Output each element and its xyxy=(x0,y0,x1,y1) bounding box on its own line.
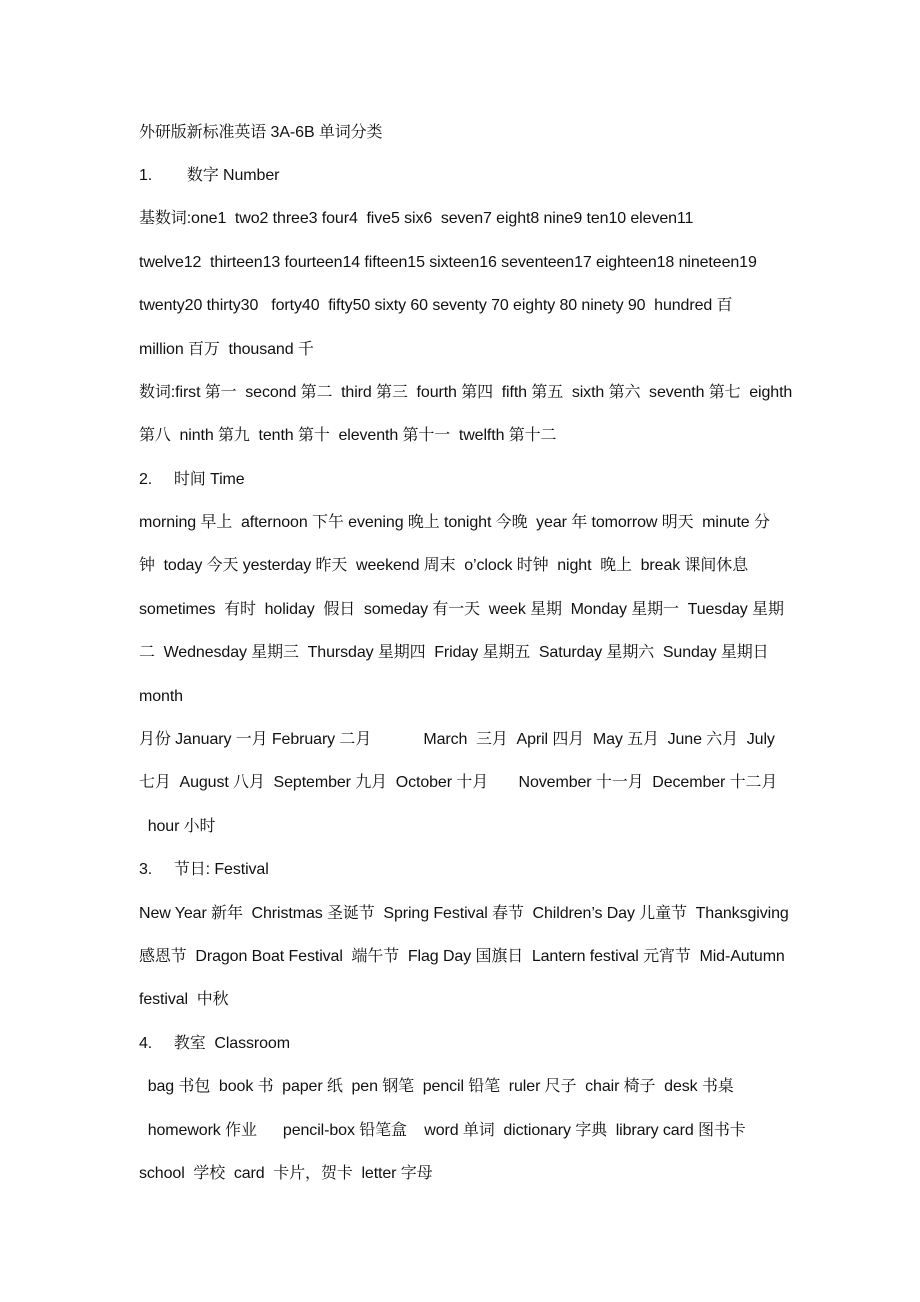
text-line: festival 中秋 xyxy=(139,991,229,1008)
text-line: 感恩节 Dragon Boat Festival 端午节 Flag Day 国旗日 Lantern festival 元宵节 Mid-Autumn xyxy=(139,948,785,965)
section-heading-classroom: 4. 教室 Classroom xyxy=(139,1035,290,1052)
text-line: hour 小时 xyxy=(139,818,216,835)
text-line: month xyxy=(139,688,183,705)
text-line: 钟 today 今天 yesterday 昨天 weekend 周末 o’clock 时钟 night 晚上 break 课间休息 xyxy=(139,557,749,574)
text-line: million 百万 thousand 千 xyxy=(139,341,314,358)
text-line: twelve12 thirteen13 fourteen14 fifteen15 sixteen16 seventeen17 eighteen18 nineteen19 xyxy=(139,254,757,271)
text-line: 数词:first 第一 second 第二 third 第三 fourth 第四 fifth 第五 sixth 第六 seventh 第七 eighth xyxy=(139,384,793,401)
section-heading-number: 1. 数字 Number xyxy=(139,167,280,184)
text-line: homework 作业 pencil-box 铅笔盒 word 单词 dictionary 字典 library card 图书卡 xyxy=(139,1122,746,1139)
text-line: 月份 January 一月 February 二月 March 三月 April 四月 May 五月 June 六月 July xyxy=(139,731,775,748)
text-line: New Year 新年 Christmas 圣诞节 Spring Festival 春节 Children’s Day 儿童节 Thanksgiving xyxy=(139,905,789,922)
document-title: 外研版新标准英语 3A-6B 单词分类 xyxy=(139,124,383,141)
section-heading-festival: 3. 节日: Festival xyxy=(139,861,269,878)
text-line: twenty20 thirty30 forty40 fifty50 sixty 60 seventy 70 eighty 80 ninety 90 hundred 百 xyxy=(139,297,733,314)
text-line: 七月 August 八月 September 九月 October 十月 November 十一月 December 十二月 xyxy=(139,774,778,791)
text-line: school 学校 card 卡片，贺卡 letter 字母 xyxy=(139,1165,433,1182)
text-line: morning 早上 afternoon 下午 evening 晚上 tonight 今晚 year 年 tomorrow 明天 minute 分 xyxy=(139,514,770,531)
text-line: sometimes 有时 holiday 假日 someday 有一天 week 星期 Monday 星期一 Tuesday 星期 xyxy=(139,601,784,618)
section-heading-time: 2. 时间 Time xyxy=(139,471,245,488)
text-line: 基数词:one1 two2 three3 four4 five5 six6 seven7 eight8 nine9 ten10 eleven11 xyxy=(139,210,694,227)
text-line: 第八 ninth 第九 tenth 第十 eleventh 第十一 twelfth 第十二 xyxy=(139,427,557,444)
text-line: bag 书包 book 书 paper 纸 pen 钢笔 pencil 铅笔 ruler 尺子 chair 椅子 desk 书桌 xyxy=(139,1078,734,1095)
text-line: 二 Wednesday 星期三 Thursday 星期四 Friday 星期五 Saturday 星期六 Sunday 星期日 xyxy=(139,644,769,661)
